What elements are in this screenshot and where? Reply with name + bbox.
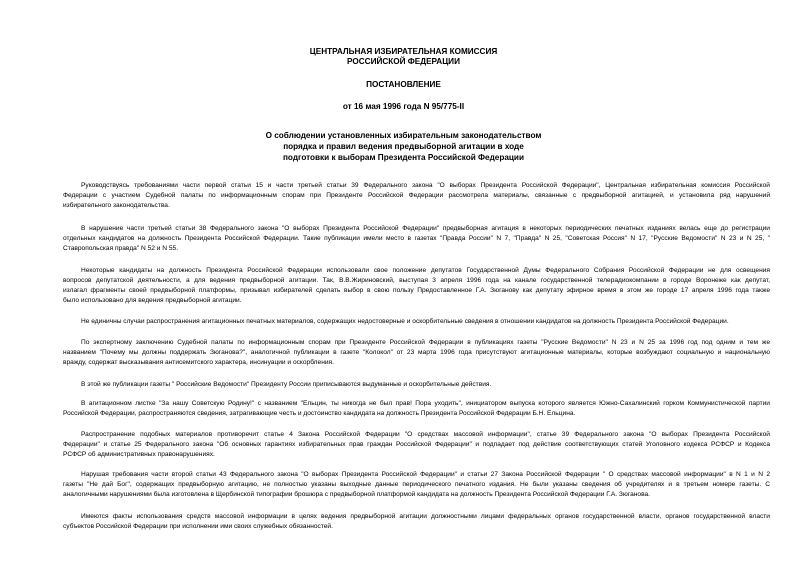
paragraph-line: Имеются факты использования средств массовой информации в целях ведения предвыборной агитации должностными лицами федеральных органов государственной власти, органов государственной власти — [81, 513, 770, 520]
paragraph — [63, 512, 770, 532]
document-title-line-2: порядка и правил ведения предвыборной агитации в ходе — [283, 142, 524, 151]
paragraph-line: В нарушение части третьей статьи 38 Федерального закона "О выборах Президента Российской Федерации" предвыборная агитация в некоторых периодических печатных изданиях велась еще до регистрации — [81, 225, 770, 232]
paragraph-line: вражду, содержат высказывания антисемитского характера, инсинуации и оскорбления. — [63, 359, 334, 366]
paragraph-line: Российской Федерации, распространяются сведения, затрагивающие честь и достоинство кандидата на должность Президента Российской Федерации Б.Н. Ельцина. — [63, 410, 576, 417]
issuer-line-1: ЦЕНТРАЛЬНАЯ ИЗБИРАТЕЛЬНАЯ КОМИССИЯ — [309, 47, 498, 56]
document-title-line-3: подготовки к выборам Президента Российской Федерации — [282, 153, 525, 162]
paragraph-line: Не единичны случаи распространения агитационных печатных материалов, содержащих недостоверные и оскорбительные сведения в отношении кандидатов на должность Президента Российской Федерации. — [81, 318, 729, 325]
paragraph-line: излагал фрагменты своей предвыборной платформы, призывал избирателей сделать выбор в свою пользу Предоставленное Г.А. Зюганову как депутату эфирное время в этом же городе 17 апреля 1996 года также — [63, 287, 770, 294]
paragraph-line: Некоторые кандидаты на должность Президента Российской Федерации использовали свое положение депутатов Государственной Думы Федерального Собрания Российской Федерации не для освещения — [81, 267, 770, 274]
paragraph — [63, 317, 770, 327]
document-type: ПОСТАНОВЛЕНИЕ — [366, 80, 441, 89]
paragraph-line: В агитационном листке "За нашу Советскую Родину!" с названием "Ельцин, ты никогда не был прав! Пора уходить", инициатором выпуска которого является Южно-Сахалинский горком Коммунистической партии — [81, 400, 770, 407]
issuer-line-2: РОССИЙСКОЙ ФЕДЕРАЦИИ — [347, 57, 460, 66]
paragraph — [63, 470, 770, 500]
paragraph-line: субъектов Российской Федерации при исполнении ими своих служебных обязанностей. — [63, 523, 333, 530]
paragraph-line: Федерации с участием Судебной палаты по информационным спорам при Президенте Российской Федерации рассмотрела материалы, связанные с предвыборной агитацией, и установила ряд нарушений — [63, 192, 770, 199]
paragraph-line: Ставропольская правда" N 52 и N 55. — [63, 245, 179, 252]
paragraph — [63, 224, 770, 254]
paragraph — [63, 380, 770, 390]
paragraph-line: РСФСР об административных правонарушениях. — [63, 451, 215, 458]
paragraph-line: Руководствуясь требованиями части первой статьи 15 и части третьей статьи 39 Федерального закона "О выборах Президента Российской Федерации", Центральная избирательная комиссия Российской — [81, 182, 770, 189]
paragraph — [63, 338, 770, 368]
paragraph — [63, 266, 770, 306]
paragraph — [63, 430, 770, 460]
paragraph-line: было использовано для ведения предвыборной агитации. — [63, 297, 242, 304]
paragraph — [63, 181, 770, 211]
paragraph-line: аналогичными нарушениями была изготовлена в Щербинской типографии брошюра с предвыборной платформой кандидата на должность Президента Российской Федерации Г.А. Зюганова. — [63, 491, 651, 498]
paragraph-line: Нарушая требования части второй статьи 43 Федерального закона "О выборах Президента Российской Федерации" и статьи 27 Закона Российской Федерации " О средствах массовой информации" в N 1 и N 2 — [81, 471, 770, 478]
paragraph-line: Распространение подобных материалов противоречит статье 4 Закона Российской Федерации "О средствах массовой информации", статье 39 Федерального закона "О выборах Президента Российской — [81, 431, 770, 438]
paragraph-line: В этой же публикации газеты " Российские Ведомости" Президенту России приписываются выдуманные и оскорбительные действия. — [81, 381, 492, 388]
paragraph-line: вопросов депутатской деятельности, а для ведения предвыборной агитации. Так, В.В.Жириновский, выступая 3 апреля 1996 года на канале государственной телерадиокомпании в городе Воронеже как депутат, — [63, 277, 770, 284]
paragraph-line: отдельных кандидатов на должность Президента Российской Федерации. Такие публикации имели место в газетах "Правда России" N 7, "Правда" N 25, "Советская Россия" N 17, "Русские Ведомости" N 23 и N 25, " — [63, 235, 770, 242]
paragraph-line: газеты "Не дай Бог", содержащих предвыборную агитацию, не полностью указаны выходные данные периодического печатного издания. Не были указаны сведения об учредителях и в третьем номере газеты. С — [63, 481, 770, 488]
document-title-line-1: О соблюдении установленных избирательным законодательством — [265, 131, 542, 140]
paragraph — [63, 399, 770, 419]
paragraph-line: избирательного законодательства. — [63, 202, 170, 209]
paragraph-line: названием "Почему мы должны поддержать Зюганова?", аналогичной публикации в газете "Колокол" от 23 марта 1996 года присутствуют агитационные материалы, которые возбуждают социальную и национальную — [63, 349, 770, 356]
paragraph-line: Федерации" и статье 25 Федерального закона "Об основных гарантиях избирательных прав граждан Российской Федерации" и подпадает под действие соответствующих статей Уголовного кодекса РСФСР и Кодекса — [63, 441, 770, 448]
document-date-number: от 16 мая 1996 года N 95/775-II — [342, 102, 465, 111]
paragraph-line: По экспертному заключению Судебной палаты по информационным спорам при Президенте Российской Федерации в публикациях газеты "Русские Ведомости" N 23 и N 25 за 1996 год под одним и тем же — [81, 339, 770, 346]
